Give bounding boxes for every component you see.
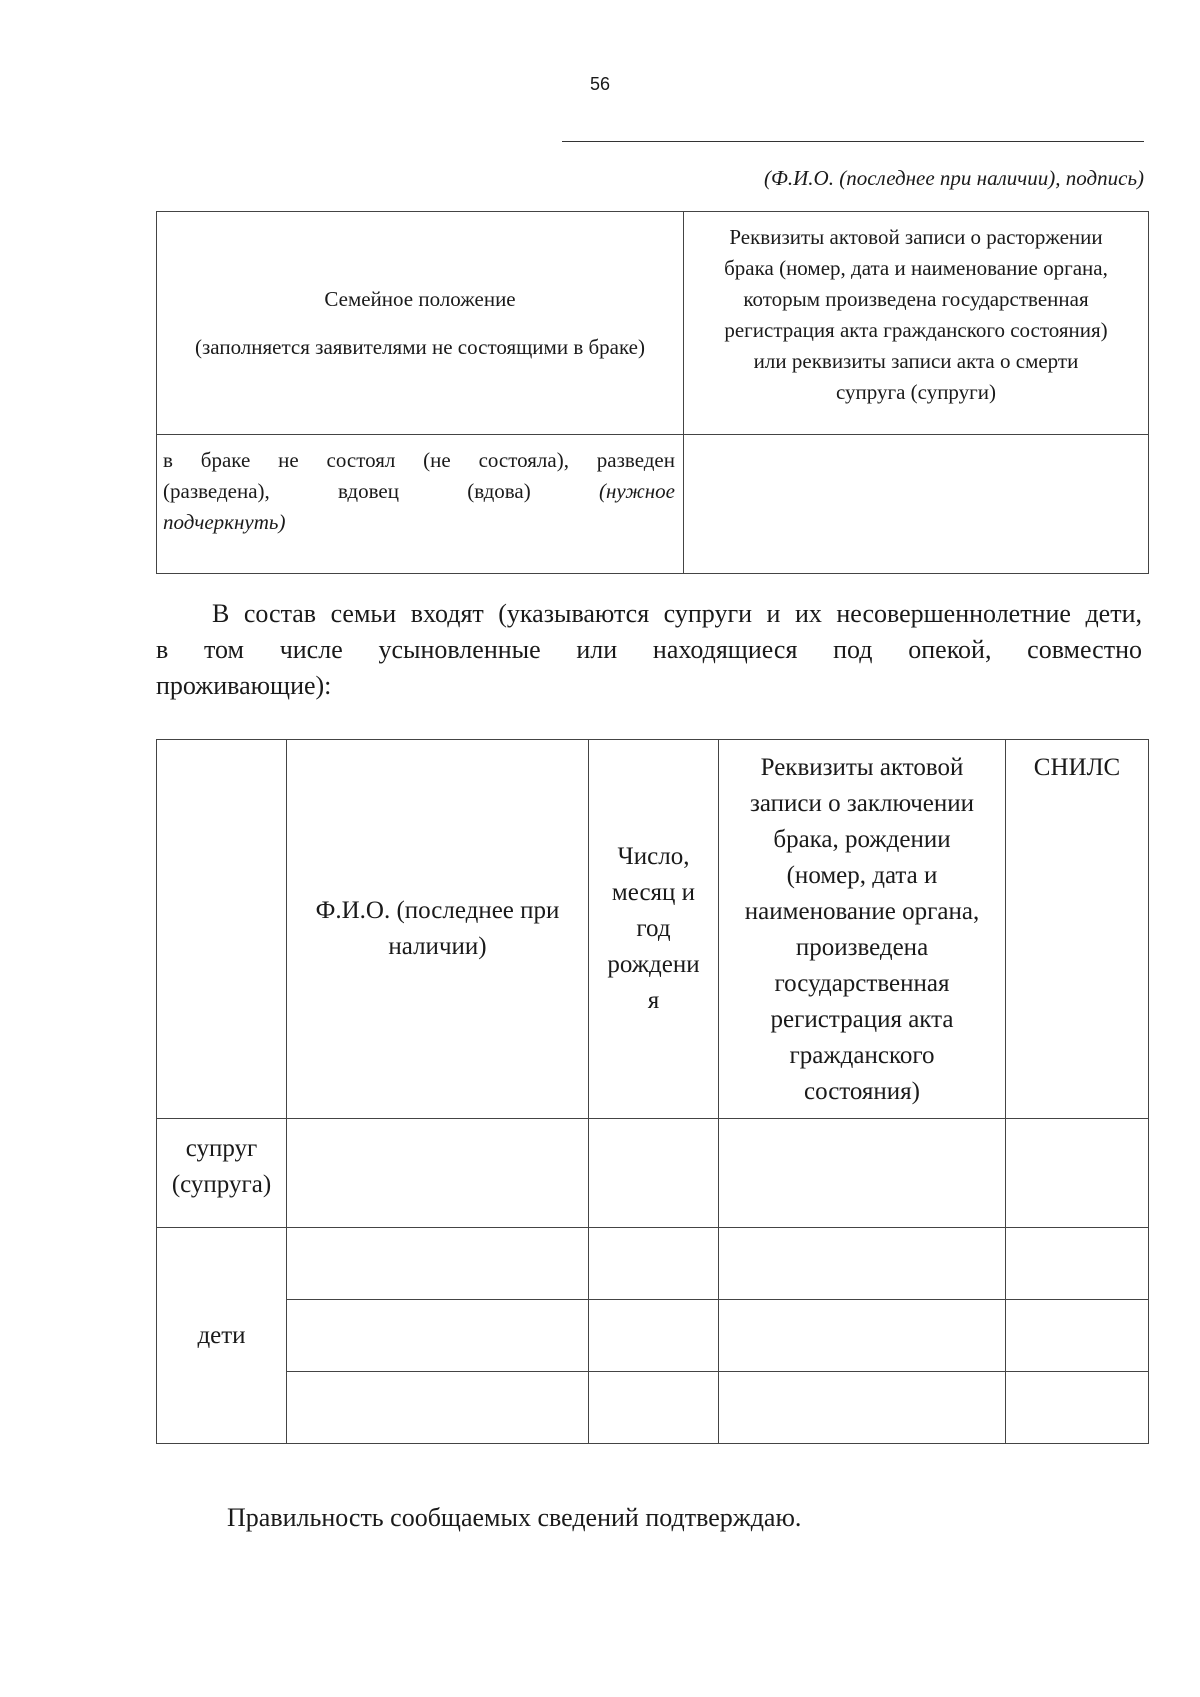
child-birth-date-field[interactable]	[589, 1372, 719, 1444]
spouse-fio-field[interactable]	[287, 1119, 589, 1228]
child-record-details-field[interactable]	[719, 1228, 1006, 1300]
spouse-snils-field[interactable]	[1006, 1119, 1149, 1228]
signature-caption: (Ф.И.О. (последнее при наличии), подпись)	[764, 166, 1144, 190]
family-composition-intro	[156, 596, 1142, 704]
marital-status-title: Семейное положение	[324, 286, 516, 311]
marital-options-line-1: в браке не состоял (не состояла), разведен	[163, 448, 675, 472]
intro-line-3: проживающие):	[156, 671, 332, 700]
marital-options-line-2	[163, 476, 675, 507]
record-details-header-line: (номер, дата и	[786, 862, 938, 889]
marital-status-table	[156, 211, 1149, 574]
marital-status-note: (заполняется заявителями не состоящими в браке)	[195, 334, 645, 359]
record-details-header-line: состояния)	[803, 1078, 920, 1105]
birth-date-header-line: я	[647, 987, 660, 1014]
divorce-record-header-line: Реквизиты актовой записи о расторжении	[729, 225, 1103, 249]
divorce-record-header-line: или реквизиты записи акта о смерти	[753, 349, 1079, 373]
snils-column-header: СНИЛС	[1006, 740, 1149, 1119]
role-column-header	[157, 740, 287, 1119]
marital-options-italic: (нужное	[599, 479, 675, 503]
child-row	[157, 1228, 1149, 1300]
child-fio-field[interactable]	[287, 1300, 589, 1372]
divorce-record-header-line: регистрация акта гражданского состояния)	[724, 318, 1108, 342]
intro-line-2: в том числе усыновленные или находящиеся под опекой, совместно	[156, 635, 1142, 664]
spouse-label	[157, 1119, 287, 1228]
divorce-record-header-line: которым произведена государственная	[743, 287, 1089, 311]
birth-date-header-line: год	[636, 915, 671, 942]
child-snils-field[interactable]	[1006, 1300, 1149, 1372]
confirmation-statement: Правильность сообщаемых сведений подтверждаю.	[227, 1503, 802, 1532]
family-members-table	[156, 739, 1149, 1444]
child-fio-field[interactable]	[287, 1372, 589, 1444]
child-snils-field[interactable]	[1006, 1372, 1149, 1444]
record-details-header-line: брака, рождении	[773, 826, 951, 853]
child-birth-date-field[interactable]	[589, 1228, 719, 1300]
marital-status-header	[157, 212, 684, 435]
marital-table-data-row	[157, 435, 1149, 574]
record-details-header-line: регистрация акта	[770, 1006, 954, 1033]
record-details-header-line: гражданского	[789, 1042, 935, 1069]
spouse-row	[157, 1119, 1149, 1228]
divorce-record-field[interactable]	[684, 435, 1149, 574]
birth-date-column-header	[589, 740, 719, 1119]
signature-line	[562, 141, 1144, 142]
record-details-header-line: Реквизиты актовой	[760, 754, 964, 781]
record-details-column-header	[719, 740, 1006, 1119]
child-row	[157, 1300, 1149, 1372]
marital-options-plain: (разведена), вдовец (вдова)	[163, 479, 600, 503]
record-details-header-line: произведена	[795, 934, 929, 961]
child-snils-field[interactable]	[1006, 1228, 1149, 1300]
spouse-label-line: (супруга)	[171, 1171, 272, 1198]
child-row	[157, 1372, 1149, 1444]
birth-date-header-line: рождени	[607, 951, 700, 978]
child-record-details-field[interactable]	[719, 1372, 1006, 1444]
marital-options-line-3: подчеркнуть)	[163, 510, 286, 534]
spouse-label-line: супруг	[185, 1135, 258, 1162]
fio-column-header	[287, 740, 589, 1119]
divorce-record-header-line: брака (номер, дата и наименование органа,	[724, 256, 1108, 280]
marital-status-options	[157, 435, 684, 574]
intro-line-1: В состав семьи входят (указываются супруги и их несовершеннолетние дети,	[212, 599, 1142, 628]
record-details-header-line: записи о заключении	[750, 790, 974, 817]
page-number: 56	[589, 74, 611, 94]
child-record-details-field[interactable]	[719, 1300, 1006, 1372]
child-fio-field[interactable]	[287, 1228, 589, 1300]
record-details-header-line: государственная	[774, 970, 950, 997]
spouse-birth-date-field[interactable]	[589, 1119, 719, 1228]
birth-date-header-line: Число,	[617, 843, 690, 870]
children-label: дети	[157, 1228, 287, 1444]
divorce-record-header	[684, 212, 1149, 435]
fio-header-text: Ф.И.О. (последнее при наличии)	[315, 897, 560, 960]
divorce-record-header-line: супруга (супруги)	[835, 380, 997, 404]
record-details-header-line: наименование органа,	[744, 898, 980, 925]
child-birth-date-field[interactable]	[589, 1300, 719, 1372]
family-table-header-row	[157, 740, 1149, 1119]
marital-table-header-row	[157, 212, 1149, 435]
spouse-record-details-field[interactable]	[719, 1119, 1006, 1228]
birth-date-header-line: месяц и	[611, 879, 696, 906]
